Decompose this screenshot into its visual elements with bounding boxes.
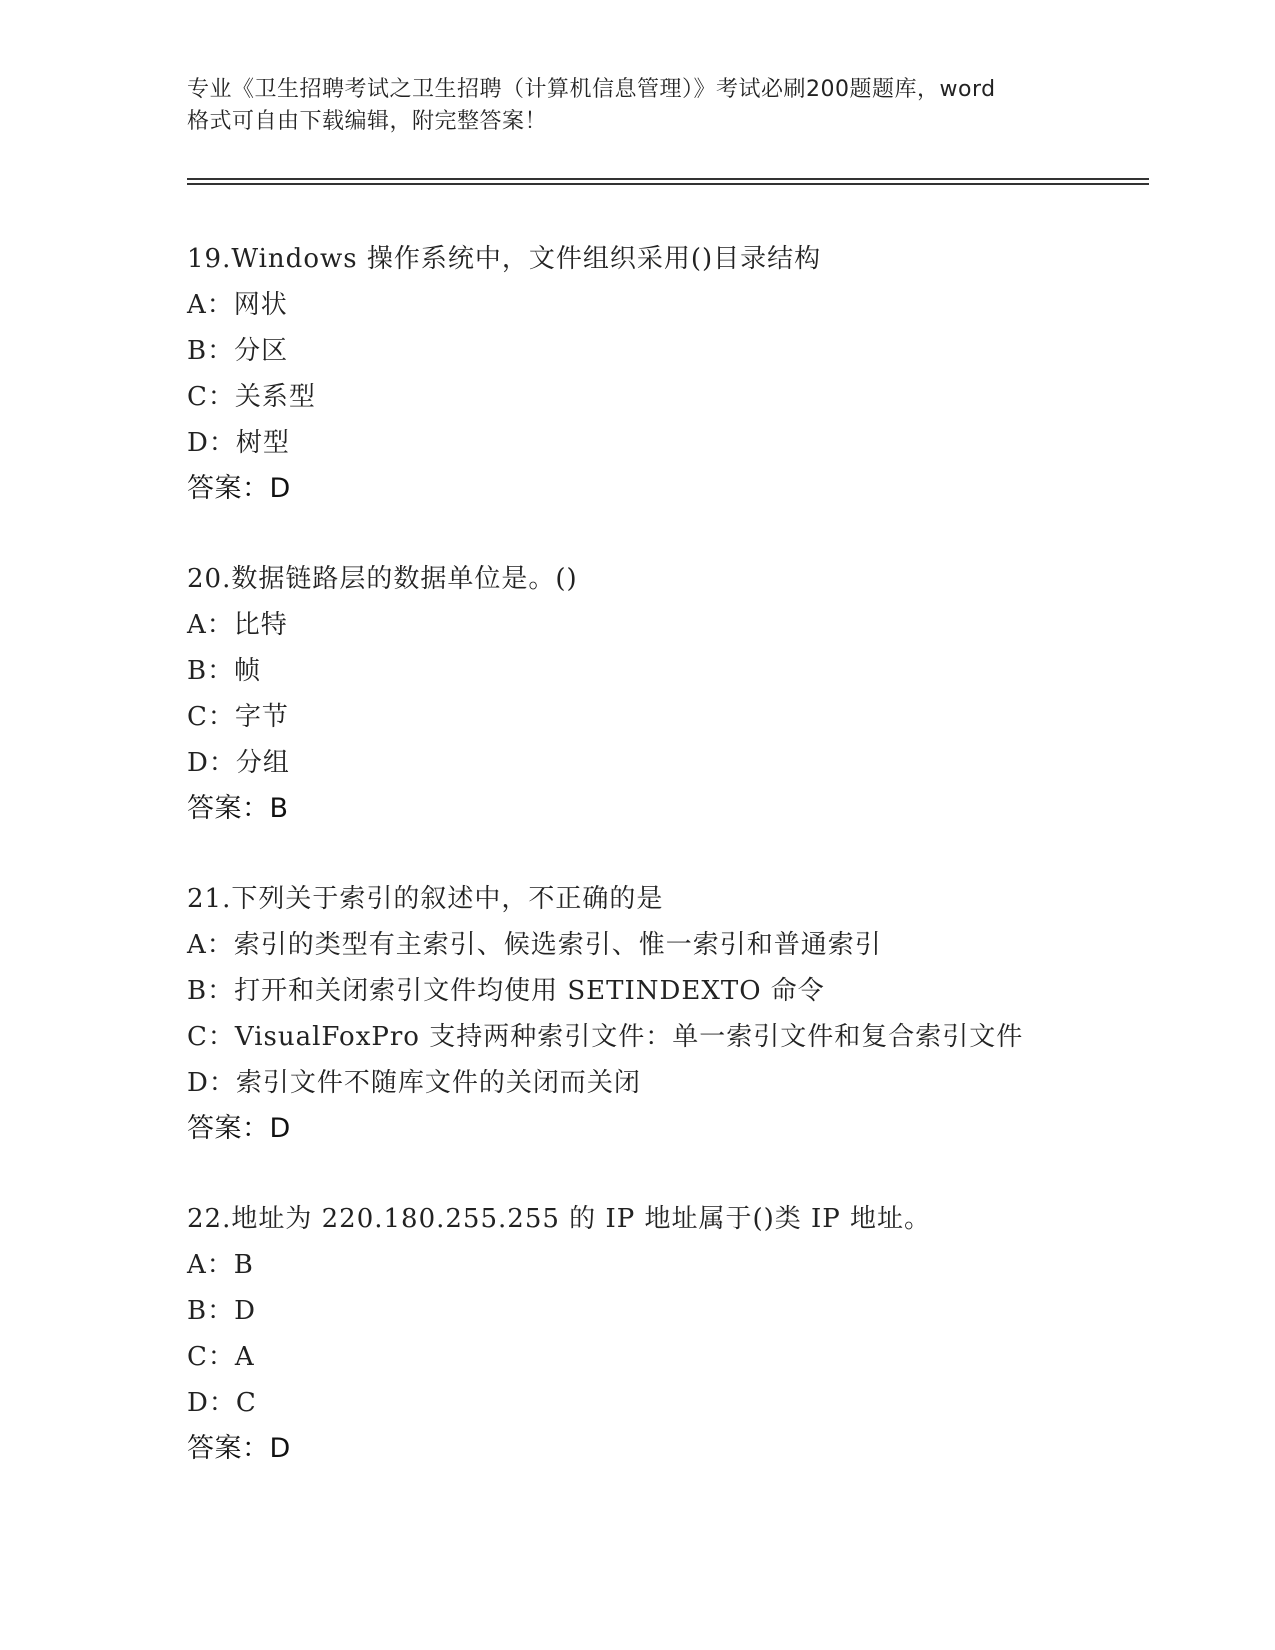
- question-stem: 21.下列关于索引的叙述中，不正确的是: [187, 884, 664, 914]
- header-divider-top: [187, 178, 1149, 180]
- option-b: B：分区: [187, 336, 289, 366]
- option-d: D：分组: [187, 748, 290, 778]
- question-19: [187, 236, 1137, 512]
- document-header: [187, 74, 1087, 138]
- option-a: A：网状: [187, 290, 288, 320]
- option-c: C：VisualFoxPro 支持两种索引文件：单一索引文件和复合索引文件: [187, 1022, 1024, 1052]
- question-20: [187, 556, 1137, 832]
- question-stem: 19.Windows 操作系统中，文件组织采用()目录结构: [187, 244, 822, 274]
- option-d: D：树型: [187, 428, 290, 458]
- option-c: C：字节: [187, 702, 289, 732]
- question-21: [187, 876, 1137, 1152]
- answer: 答案：B: [187, 793, 289, 824]
- option-a: A：B: [187, 1250, 254, 1280]
- header-line-2: 格式可自由下载编辑，附完整答案！: [187, 109, 548, 134]
- answer: 答案：D: [187, 1433, 291, 1464]
- option-c: C：A: [187, 1342, 255, 1372]
- answer: 答案：D: [187, 473, 291, 504]
- option-b: B：D: [187, 1296, 256, 1326]
- question-stem: 20.数据链路层的数据单位是。(): [187, 564, 578, 594]
- option-b: B：帧: [187, 656, 262, 686]
- question-22: [187, 1196, 1137, 1472]
- option-b: B：打开和关闭索引文件均使用 SETINDEXTO 命令: [187, 976, 825, 1006]
- header-line-1: 专业《卫生招聘考试之卫生招聘（计算机信息管理）》考试必刷200题题库，word: [187, 77, 996, 102]
- option-c: C：关系型: [187, 382, 316, 412]
- question-stem: 22.地址为 220.180.255.255 的 IP 地址属于()类 IP 地址。: [187, 1204, 932, 1234]
- answer: 答案：D: [187, 1113, 291, 1144]
- header-divider-bottom: [187, 183, 1149, 185]
- option-a: A：比特: [187, 610, 288, 640]
- option-d: D：索引文件不随库文件的关闭而关闭: [187, 1068, 641, 1098]
- option-a: A：索引的类型有主索引、候选索引、惟一索引和普通索引: [187, 930, 882, 960]
- option-d: D：C: [187, 1388, 257, 1418]
